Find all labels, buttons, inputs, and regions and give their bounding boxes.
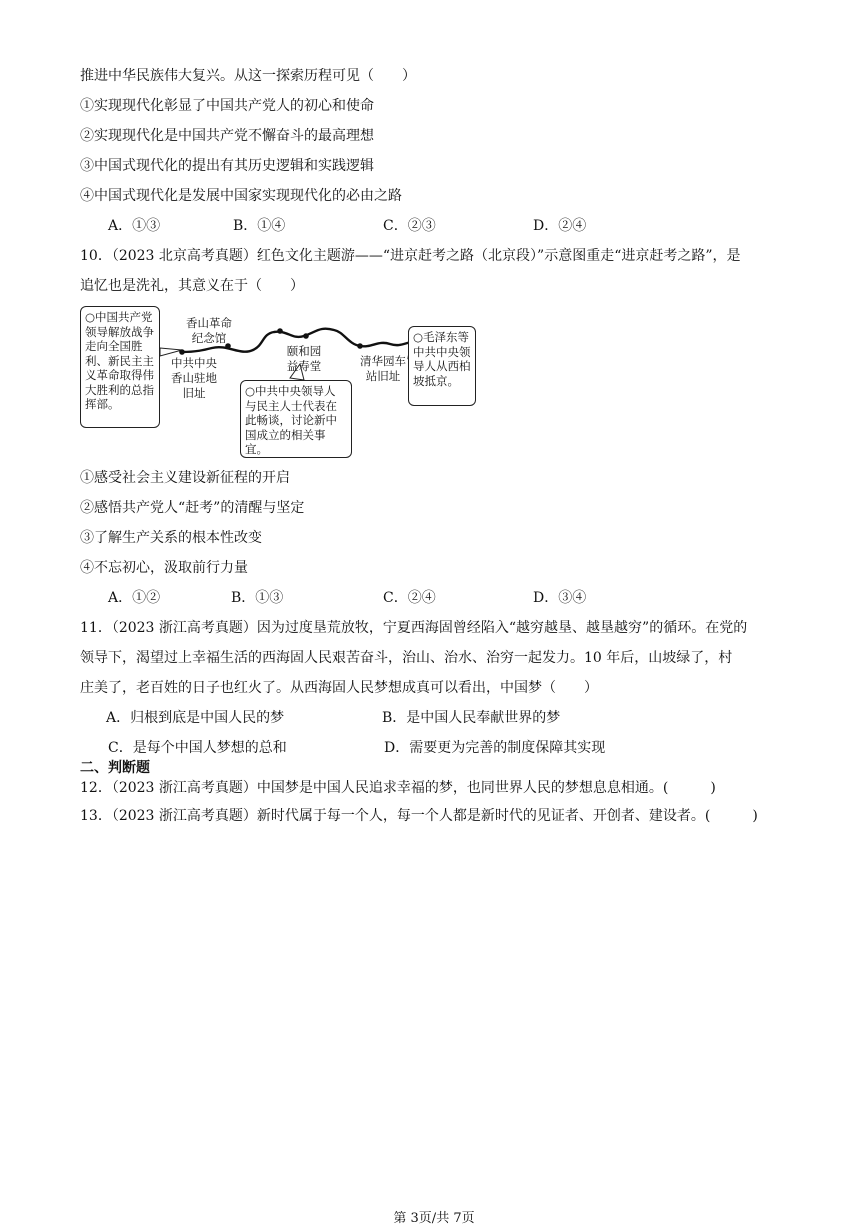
route-map [78,300,478,460]
callout-box-right: ○毛泽东等中共中央领导人从西柏坡抵京。 [408,326,476,406]
q9-option-b: B．①④ [233,218,286,234]
page-footer: 第 3页/共 7页 [393,1211,475,1226]
q13-statement: 13．（2023 浙江高考真题）新时代属于每一个人，每一个人都是新时代的见证者、开创者、建设者。( ) [80,808,758,824]
q9-stem-end: 推进中华民族伟大复兴。从这一探索历程可见（ ） [80,68,416,84]
q10-item-2: ②感悟共产党人“赶考”的清醒与坚定 [80,500,305,516]
q9-item-2: ②实现现代化是中国共产党不懈奋斗的最高理想 [80,128,374,144]
q10-option-b: B．①③ [231,590,284,606]
q9-option-a: A．①③ [108,218,161,234]
q11-option-b: B．是中国人民奉献世界的梦 [382,710,561,726]
q10-item-4: ④不忘初心，汲取前行力量 [80,560,248,576]
q12-statement: 12．（2023 浙江高考真题）中国梦是中国人民追求幸福的梦，也同世界人民的梦想息息相通。( ) [80,780,716,796]
q9-option-d: D．②④ [533,218,587,234]
label-yiheyuan: 颐和园益寿堂 [286,344,322,373]
q10-stem-line-2: 追忆也是洗礼，其意义在于（ ） [80,278,304,294]
q9-item-4: ④中国式现代化是发展中国家实现现代化的必由之路 [80,188,402,204]
callout-box-left: ○中国共产党领导解放战争走向全国胜利、新民主主义革命取得伟大胜利的总指挥部。 [80,306,160,428]
callout-box-middle: ○中共中央领导人与民主人士代表在此畅谈，讨论新中国成立的相关事宜。 [240,380,352,458]
q11-option-a: A．归根到底是中国人民的梦 [106,710,285,726]
q11-option-d: D．需要更为完善的制度保障其实现 [384,740,606,756]
q10-option-c: C．②④ [383,590,436,606]
q9-item-3: ③中国式现代化的提出有其历史逻辑和实践逻辑 [80,158,374,174]
q10-option-d: D．③④ [533,590,587,606]
label-xiangshan-memorial: 香山革命纪念馆 [186,316,232,345]
q10-option-a: A．①② [108,590,161,606]
q9-option-c: C．②③ [383,218,436,234]
label-zhonggong-site: 中共中央香山驻地旧址 [171,356,217,400]
q11-stem-line-1: 11．（2023 浙江高考真题）因为过度垦荒放牧，宁夏西海固曾经陷入“越穷越垦、越垦越穷”的循环。在党的 [80,620,748,636]
q11-stem-line-3: 庄美了，老百姓的日子也红火了。从西海固人民梦想成真可以看出，中国梦（ ） [80,680,598,696]
q10-item-1: ①感受社会主义建设新征程的开启 [80,470,290,486]
q11-stem-line-2: 领导下，渴望过上幸福生活的西海固人民艰苦奋斗，治山、治水、治穷一起发力。10 年后，山坡绿了，村 [80,650,733,666]
section-heading-judgment: 二、判断题 [80,760,150,776]
q10-stem-line-1: 10．（2023 北京高考真题）红色文化主题游——“进京赶考之路（北京段）”示意图重走“进京赶考之路”，是 [80,248,741,264]
q11-option-c: C．是每个中国人梦想的总和 [108,740,287,756]
q9-item-1: ①实现现代化彰显了中国共产党人的初心和使命 [80,98,374,114]
label-qinghua-station: 清华园车站旧址 [360,354,406,383]
q10-item-3: ③了解生产关系的根本性改变 [80,530,262,546]
